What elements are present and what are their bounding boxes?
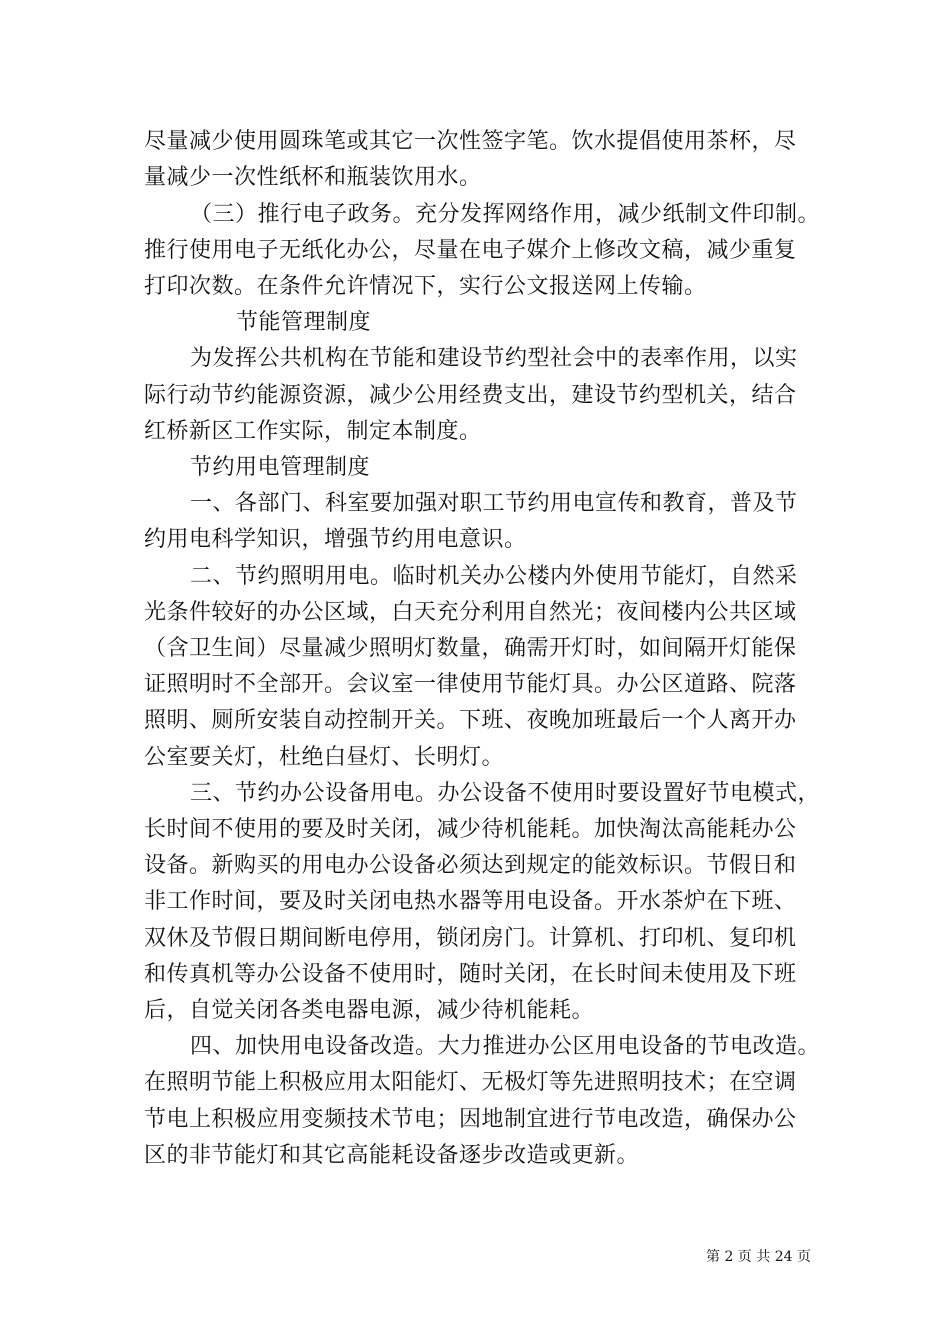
text-line-8: 际行动节约能源资源，减少公用经费支出，建设节约型机关，结合	[144, 383, 797, 408]
section-title-electricity: 节约用电管理制度	[190, 455, 371, 480]
section-title-energy: 节能管理制度	[236, 310, 372, 335]
text-line-28: 节电上积极应用变频技术节电；因地制宜进行节电改造，确保办公	[144, 1107, 797, 1132]
text-line-14: 光条件较好的办公区域，白天充分利用自然光；夜间楼内公共区域	[144, 600, 797, 625]
text-line-16: 证照明时不全部开。会议室一律使用节能灯具。办公区道路、院落	[144, 672, 797, 697]
text-line-11: 一、各部门、科室要加强对职工节约用电宣传和教育，普及节	[190, 491, 798, 516]
text-line-19: 三、节约办公设备用电。办公设备不使用时要设置好节电模式，	[190, 781, 821, 806]
text-line-4: 推行使用电子无纸化办公，尽量在电子媒介上修改文稿，减少重复	[144, 238, 797, 263]
text-line-29: 区的非节能灯和其它高能耗设备逐步改造或更新。	[144, 1143, 640, 1168]
text-line-21: 设备。新购买的用电办公设备必须达到规定的能效标识。节假日和	[144, 853, 797, 878]
text-line-20: 长时间不使用的要及时关闭，减少待机能耗。加快淘汰高能耗办公	[144, 817, 797, 842]
text-line-26: 四、加快用电设备改造。大力推进办公区用电设备的节电改造。	[190, 1034, 821, 1059]
text-line-18: 公室要关灯，杜绝白昼灯、长明灯。	[144, 745, 505, 770]
text-line-15: （含卫生间）尽量减少照明灯数量，确需开灯时，如间隔开灯能保	[144, 636, 797, 661]
text-line-12: 约用电科学知识，增强节约用电意识。	[144, 527, 527, 552]
text-line-1: 尽量减少使用圆珠笔或其它一次性签字笔。饮水提倡使用茶杯，尽	[144, 129, 797, 154]
text-line-7: 为发挥公共机构在节能和建设节约型社会中的表率作用，以实	[190, 346, 798, 371]
text-line-25: 后，自觉关闭各类电器电源，减少待机能耗。	[144, 998, 595, 1023]
text-line-17: 照明、厕所安装自动控制开关。下班、夜晚加班最后一个人离开办	[144, 708, 797, 733]
text-line-23: 双休及节假日期间断电停用，锁闭房门。计算机、打印机、复印机	[144, 926, 797, 951]
text-line-22: 非工作时间，要及时关闭电热水器等用电设备。开水茶炉在下班、	[144, 889, 797, 914]
text-line-13: 二、节约照明用电。临时机关办公楼内外使用节能灯，自然采	[190, 564, 798, 589]
text-line-2: 量减少一次性纸杯和瓶装饮用水。	[144, 165, 482, 190]
page-number-footer: 第 2 页 共 24 页	[706, 1249, 811, 1265]
text-line-27: 在照明节能上积极应用太阳能灯、无极灯等先进照明技术；在空调	[144, 1070, 797, 1095]
text-line-9: 红桥新区工作实际，制定本制度。	[144, 419, 482, 444]
text-line-3: （三）推行电子政务。充分发挥网络作用，减少纸制文件印制。	[190, 202, 821, 227]
text-line-24: 和传真机等办公设备不使用时，随时关闭，在长时间未使用及下班	[144, 962, 797, 987]
text-line-5: 打印次数。在条件允许情况下，实行公文报送网上传输。	[144, 274, 707, 299]
